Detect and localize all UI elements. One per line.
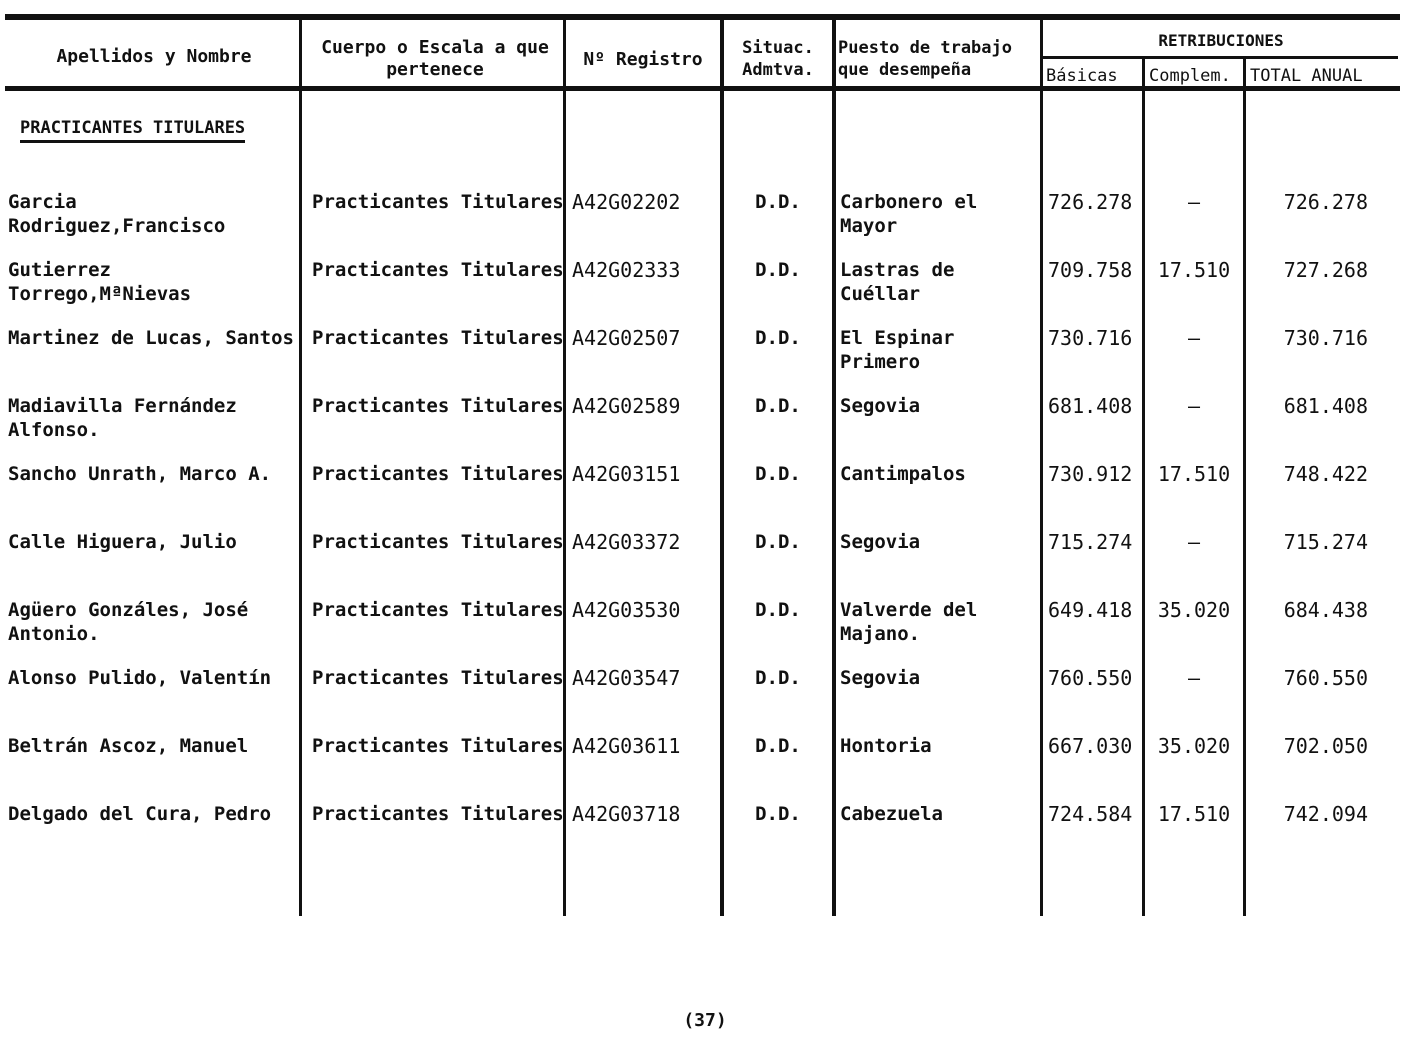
row-basicas: 724.584	[1048, 802, 1133, 826]
row-basicas: 649.418	[1048, 598, 1133, 622]
row-cuerpo: Practicantes Titulares	[312, 803, 564, 825]
row-total: 727.268	[1283, 258, 1368, 282]
row-total: 684.438	[1283, 598, 1368, 622]
row-situacion: D.D.	[755, 667, 801, 689]
row-puesto: Segovia	[840, 395, 921, 417]
col-divider-6	[1142, 58, 1145, 916]
row-total: 742.094	[1283, 802, 1368, 826]
row-cuerpo: Practicantes Titulares	[312, 735, 564, 757]
row-puesto: Segovia	[840, 667, 921, 689]
row-situacion: D.D.	[755, 327, 801, 349]
row-cuerpo: Practicantes Titulares	[312, 395, 564, 417]
row-cuerpo: Practicantes Titulares	[312, 191, 564, 213]
row-complem: 35.020	[1157, 598, 1231, 622]
row-basicas: 760.550	[1048, 666, 1133, 690]
row-puesto: Valverde del Majano.	[840, 599, 978, 645]
row-complem: 17.510	[1157, 258, 1231, 282]
top-rule	[5, 14, 1400, 20]
row-situacion: D.D.	[755, 531, 801, 553]
row-complem: 35.020	[1157, 734, 1231, 758]
row-nombre: Madiavilla Fernández Alfonso.	[8, 395, 237, 441]
row-cuerpo: Practicantes Titulares	[312, 327, 564, 349]
header-nombre: Apellidos y Nombre	[56, 46, 252, 67]
row-registro: A42G03372	[572, 530, 681, 554]
row-situacion: D.D.	[755, 259, 801, 281]
row-nombre: Delgado del Cura, Pedro	[8, 803, 272, 825]
row-puesto: El Espinar Primero	[840, 327, 955, 373]
row-complem: —	[1187, 326, 1201, 350]
row-basicas: 726.278	[1048, 190, 1133, 214]
header-registro: Nº Registro	[583, 49, 703, 70]
header-situacion: Situac. Admtva.	[742, 38, 814, 80]
row-registro: A42G03151	[572, 462, 681, 486]
header-total: TOTAL ANUAL	[1250, 66, 1363, 86]
row-cuerpo: Practicantes Titulares	[312, 667, 564, 689]
row-registro: A42G02507	[572, 326, 681, 350]
row-nombre: Agüero Gonzáles, José Antonio.	[8, 599, 249, 645]
row-registro: A42G03530	[572, 598, 681, 622]
retribuciones-rule	[1042, 56, 1398, 59]
row-total: 760.550	[1283, 666, 1368, 690]
col-divider-7	[1243, 58, 1246, 916]
header-complem: Complem.	[1149, 66, 1231, 86]
row-basicas: 681.408	[1048, 394, 1133, 418]
row-situacion: D.D.	[755, 395, 801, 417]
row-total: 748.422	[1283, 462, 1368, 486]
header-cuerpo: Cuerpo o Escala a que pertenece	[321, 37, 549, 80]
row-complem: 17.510	[1157, 802, 1231, 826]
row-basicas: 667.030	[1048, 734, 1133, 758]
row-nombre: Calle Higuera, Julio	[8, 531, 237, 553]
row-complem: —	[1187, 666, 1201, 690]
row-basicas: 730.716	[1048, 326, 1133, 350]
row-situacion: D.D.	[755, 191, 801, 213]
row-nombre: Sancho Unrath, Marco A.	[8, 463, 272, 485]
row-puesto: Cantimpalos	[840, 463, 966, 485]
row-puesto: Carbonero el Mayor	[840, 191, 978, 237]
row-nombre: Alonso Pulido, Valentín	[8, 667, 272, 689]
row-registro: A42G03547	[572, 666, 681, 690]
row-basicas: 715.274	[1048, 530, 1133, 554]
row-puesto: Hontoria	[840, 735, 932, 757]
row-cuerpo: Practicantes Titulares	[312, 259, 564, 281]
row-puesto: Segovia	[840, 531, 921, 553]
row-basicas: 730.912	[1048, 462, 1133, 486]
row-registro: A42G03611	[572, 734, 681, 758]
row-cuerpo: Practicantes Titulares	[312, 531, 564, 553]
col-divider-5	[1040, 18, 1043, 916]
row-situacion: D.D.	[755, 463, 801, 485]
row-situacion: D.D.	[755, 599, 801, 621]
section-title: PRACTICANTES TITULARES	[20, 118, 245, 143]
row-cuerpo: Practicantes Titulares	[312, 463, 564, 485]
row-complem: —	[1187, 530, 1201, 554]
row-complem: —	[1187, 190, 1201, 214]
row-registro: A42G02589	[572, 394, 681, 418]
header-bottom-rule	[5, 86, 1400, 91]
row-total: 730.716	[1283, 326, 1368, 350]
row-registro: A42G02202	[572, 190, 681, 214]
row-total: 702.050	[1283, 734, 1368, 758]
row-total: 681.408	[1283, 394, 1368, 418]
row-cuerpo: Practicantes Titulares	[312, 599, 564, 621]
row-complem: 17.510	[1157, 462, 1231, 486]
row-nombre: Gutierrez Torrego,MªNievas	[8, 259, 192, 305]
row-situacion: D.D.	[755, 735, 801, 757]
row-situacion: D.D.	[755, 803, 801, 825]
row-registro: A42G03718	[572, 802, 681, 826]
row-nombre: Beltrán Ascoz, Manuel	[8, 735, 249, 757]
row-nombre: Garcia Rodriguez,Francisco	[8, 191, 226, 237]
row-registro: A42G02333	[572, 258, 681, 282]
header-retribuciones: RETRIBUCIONES	[1158, 31, 1284, 50]
header-puesto: Puesto de trabajo que desempeña	[838, 38, 1012, 80]
row-total: 726.278	[1283, 190, 1368, 214]
header-basicas: Básicas	[1046, 66, 1118, 86]
row-basicas: 709.758	[1048, 258, 1133, 282]
row-nombre: Martinez de Lucas, Santos	[8, 327, 294, 349]
row-complem: —	[1187, 394, 1201, 418]
row-puesto: Cabezuela	[840, 803, 943, 825]
page-number: (37)	[683, 1010, 727, 1031]
col-divider-4	[832, 18, 836, 916]
row-total: 715.274	[1283, 530, 1368, 554]
row-puesto: Lastras de Cuéllar	[840, 259, 955, 305]
